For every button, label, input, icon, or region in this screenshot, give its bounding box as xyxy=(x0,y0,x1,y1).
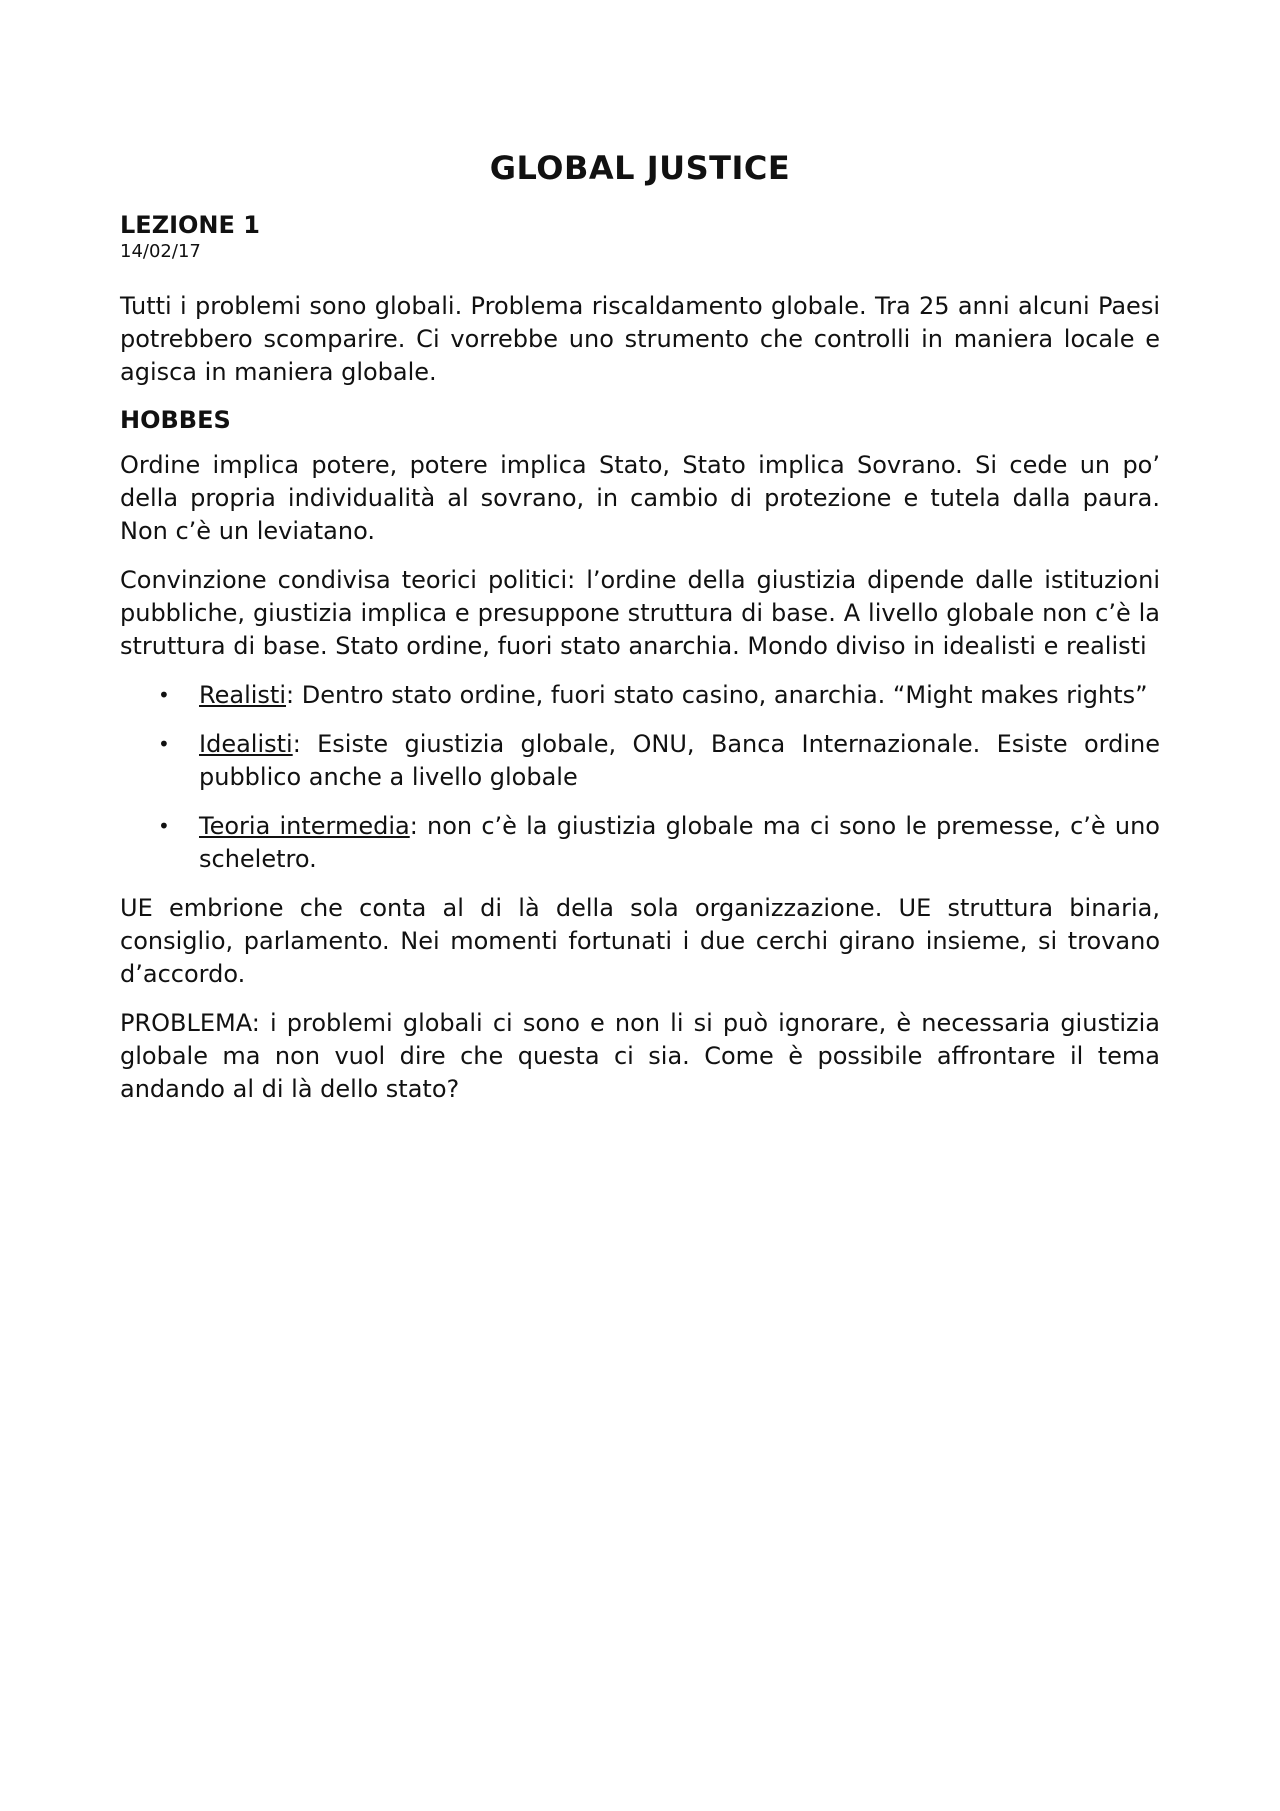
term-teoria-intermedia: Teoria intermedia xyxy=(199,812,410,840)
document-body xyxy=(120,148,1160,1122)
section-heading-hobbes: HOBBES xyxy=(120,406,231,434)
conviction-paragraph: Convinzione condivisa teorici politici: l’ordine della giustizia dipende dalle istituzioni pubbliche, giustizia implica e presuppone struttura di base. A livello globale non c’è la struttura di base. Stato ordine, fuori stato anarchia. Mondo diviso in idealisti e realisti xyxy=(120,566,1160,660)
problema-paragraph: PROBLEMA: i problemi globali ci sono e non li si può ignorare, è necessaria giustizia globale ma non vuol dire che questa ci sia. Come è possibile affrontare il tema andando al di là dello stato? xyxy=(120,1009,1160,1103)
bullet-marker: • xyxy=(158,732,170,756)
definition-idealisti: : Esiste giustizia globale, ONU, Banca Internazionale. Esiste ordine pubblico anche a livello globale xyxy=(199,730,1160,791)
list-item-idealisti xyxy=(120,728,1160,794)
bullet-marker: • xyxy=(158,814,170,838)
positions-list xyxy=(120,679,1160,876)
intro-paragraph: Tutti i problemi sono globali. Problema riscaldamento globale. Tra 25 anni alcuni Paesi potrebbero scomparire. Ci vorrebbe uno strumento che controlli in maniera locale e agisca in maniera globale. xyxy=(120,292,1160,386)
ue-paragraph: UE embrione che conta al di là della sola organizzazione. UE struttura binaria, consiglio, parlamento. Nei momenti fortunati i due cerchi girano insieme, si trovano d’accordo. xyxy=(120,894,1160,988)
list-item-teoria-intermedia xyxy=(120,810,1160,876)
definition-teoria-intermedia: : non c’è la giustizia globale ma ci sono le premesse, c’è uno scheletro. xyxy=(199,812,1160,873)
term-realisti: Realisti xyxy=(199,681,286,709)
definition-realisti: : Dentro stato ordine, fuori stato casino, anarchia. “Might makes rights” xyxy=(286,681,1148,709)
document-title: GLOBAL JUSTICE xyxy=(489,149,791,187)
lesson-heading: LEZIONE 1 xyxy=(120,211,260,239)
list-item-realisti xyxy=(120,679,1160,712)
bullet-marker: • xyxy=(158,683,170,707)
lesson-date: 14/02/17 xyxy=(120,241,201,262)
hobbes-paragraph: Ordine implica potere, potere implica Stato, Stato implica Sovrano. Si cede un po’ della propria individualità al sovrano, in cambio di protezione e tutela dalla paura. Non c’è un leviatano. xyxy=(120,451,1160,545)
term-idealisti: Idealisti xyxy=(199,730,293,758)
